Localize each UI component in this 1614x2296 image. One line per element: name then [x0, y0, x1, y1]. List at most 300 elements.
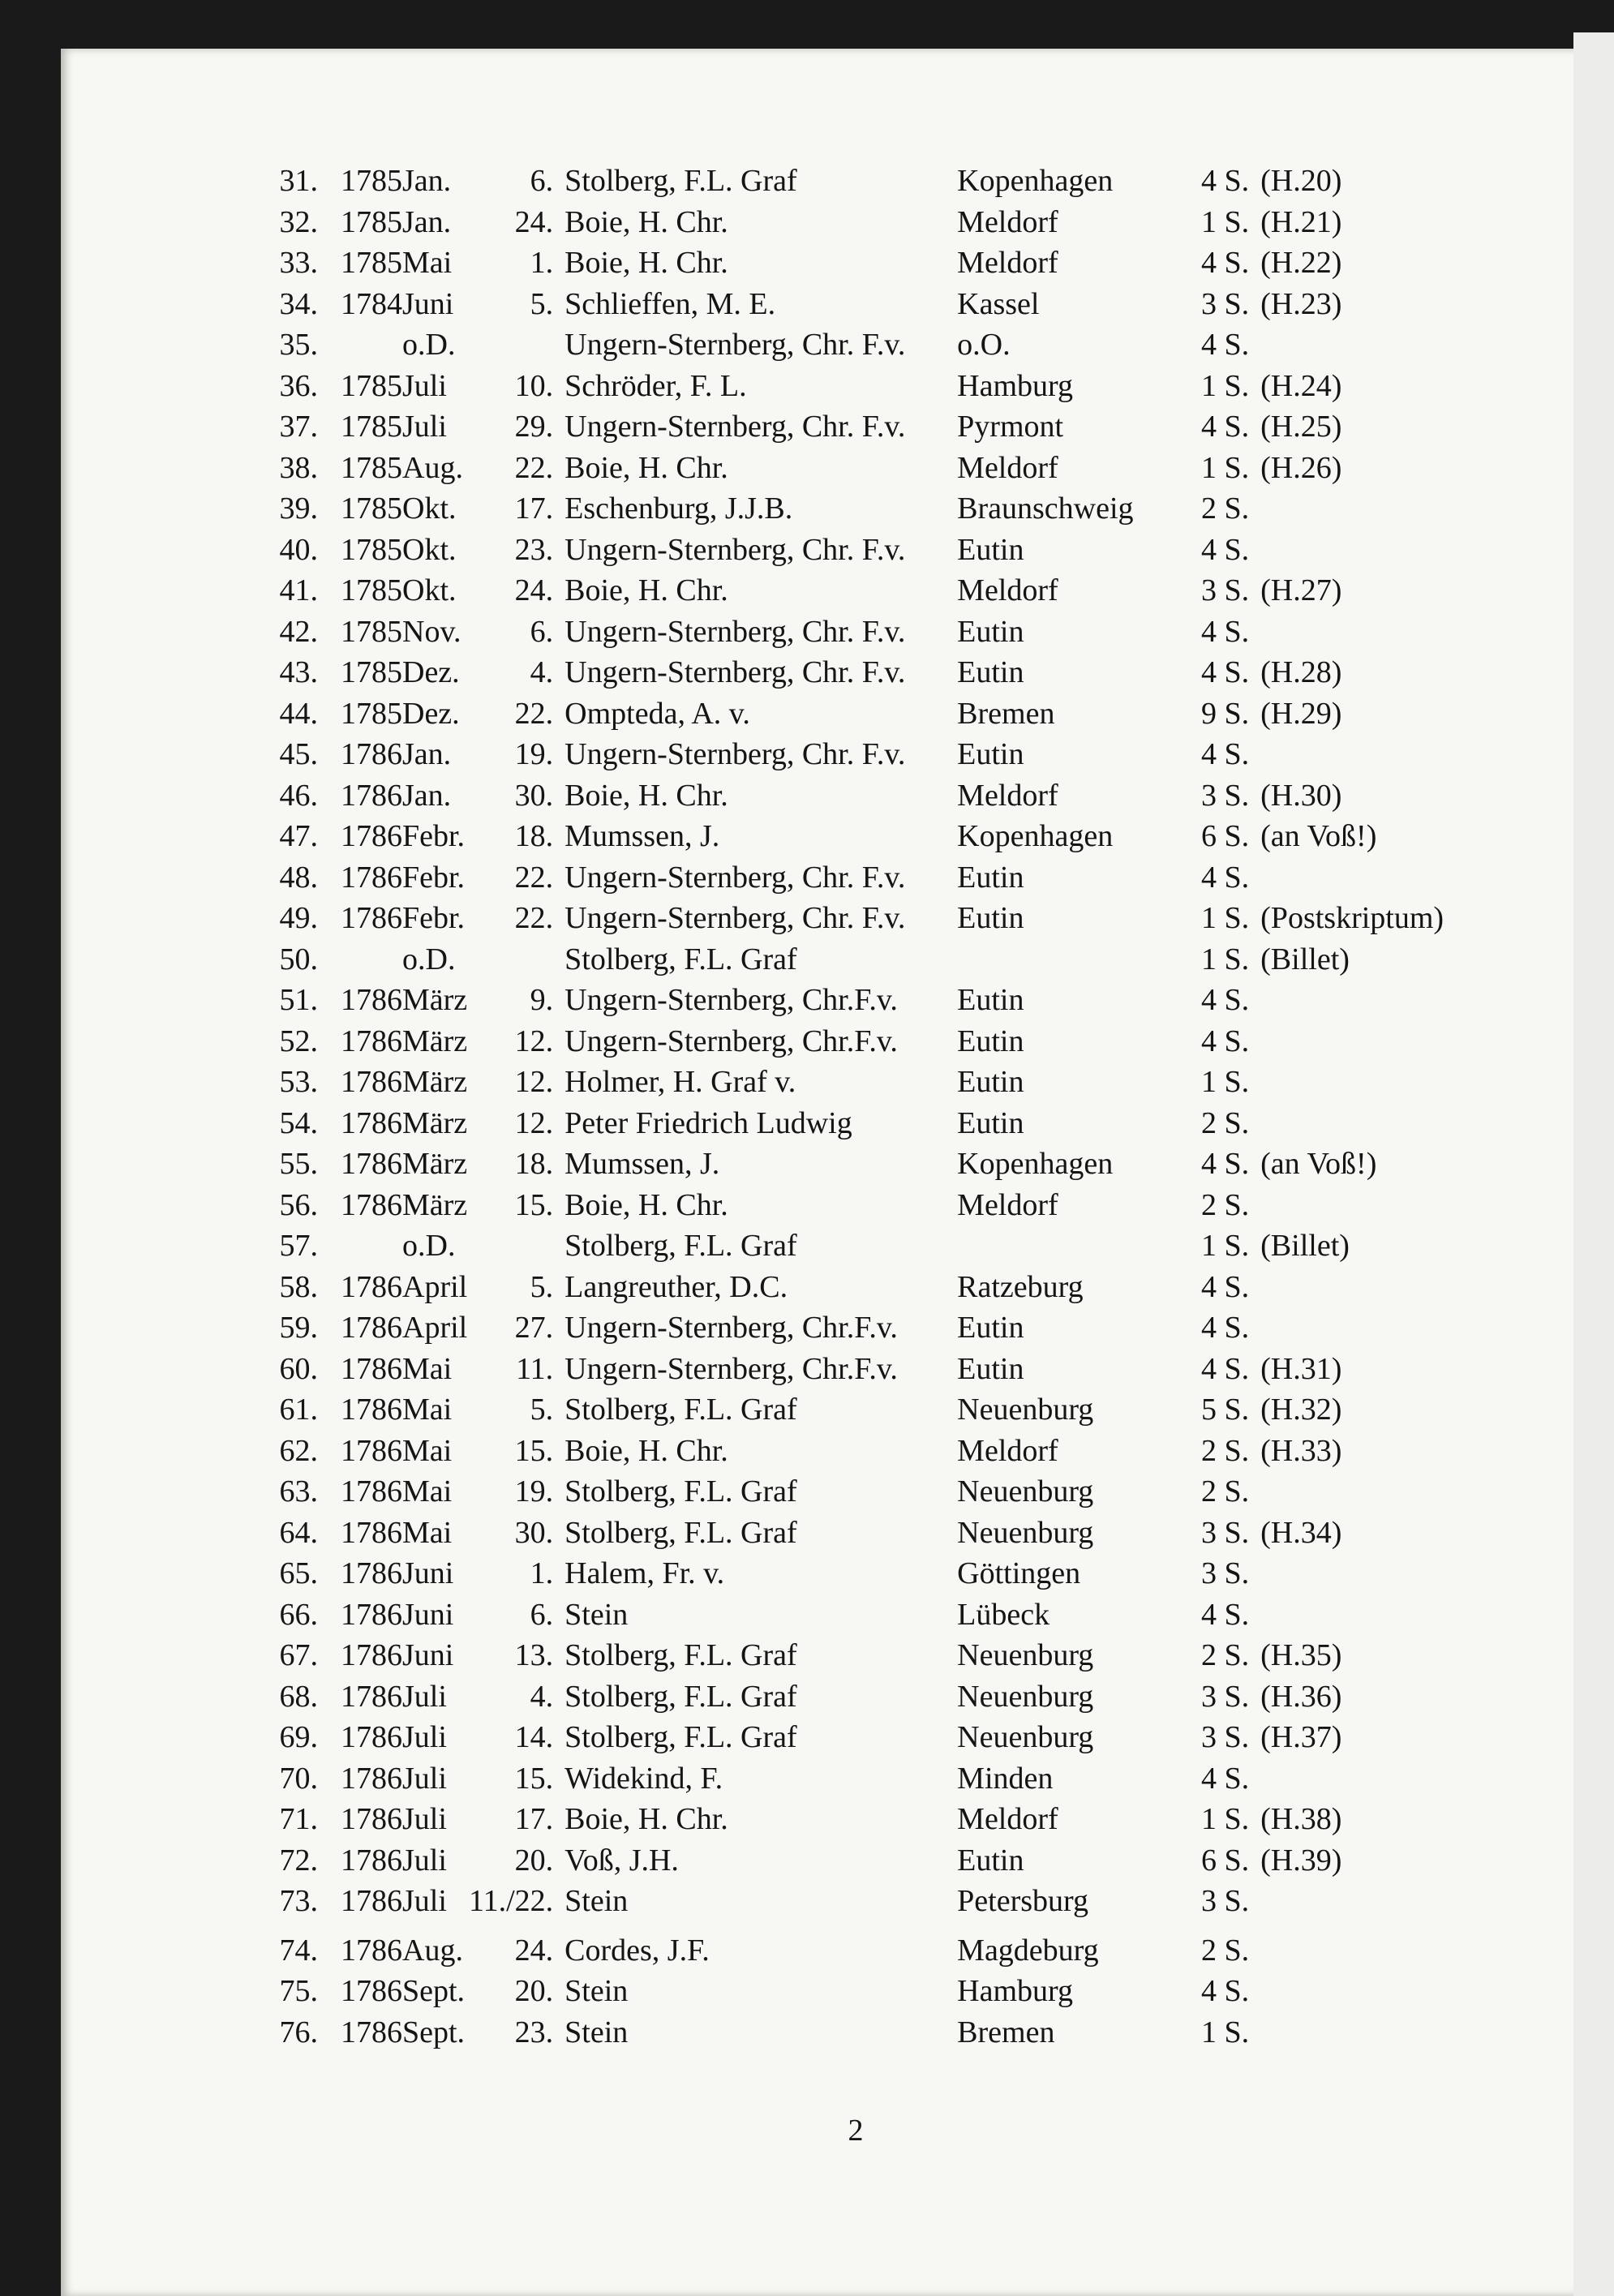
entry-correspondent: Mumssen, J. — [564, 1147, 720, 1182]
entry-place: Neuenburg — [957, 1393, 1094, 1427]
entry-number: 71. — [279, 1802, 318, 1837]
entry-number: 73. — [279, 1884, 318, 1919]
entry-number: 33. — [279, 246, 318, 281]
entry-correspondent: Halem, Fr. v. — [564, 1556, 725, 1591]
entry-month: Jan. — [402, 737, 452, 772]
entry-place: Lübeck — [957, 1597, 1050, 1632]
entry-note: (H.27) — [1260, 573, 1342, 608]
entry-pages: 5 S. — [1201, 1393, 1250, 1427]
entry-row — [243, 1513, 1479, 1554]
entry-place: Meldorf — [957, 1433, 1058, 1468]
entry-pages: 3 S. — [1201, 573, 1250, 608]
entry-day: 14. — [514, 1720, 554, 1755]
entry-day: 20. — [514, 1843, 554, 1878]
entry-day: 24. — [514, 204, 554, 239]
entry-pages: 4 S. — [1201, 1024, 1250, 1058]
entry-correspondent: Ungern-Sternberg, Chr.F.v. — [564, 1351, 898, 1386]
entry-number: 35. — [279, 328, 318, 363]
entry-pages: 3 S. — [1201, 1556, 1250, 1591]
entry-row — [243, 1267, 1479, 1308]
entry-month: Juni — [402, 286, 454, 321]
entry-year: 1785 — [341, 204, 402, 239]
entry-correspondent: Stolberg, F.L. Graf — [564, 942, 797, 976]
entry-row — [243, 488, 1479, 530]
entry-year — [318, 1225, 402, 1267]
entry-year: 1786 — [341, 1065, 402, 1100]
entry-place — [957, 1225, 1189, 1267]
entry-month: Aug. — [402, 1933, 463, 1968]
entry-year: 1786 — [341, 2015, 402, 2049]
entry-pages: 2 S. — [1201, 1105, 1250, 1140]
entry-number: 52. — [279, 1024, 318, 1058]
entry-pages: 4 S. — [1201, 1147, 1250, 1182]
entry-row — [243, 1635, 1479, 1676]
entry-note — [1260, 1021, 1479, 1062]
entry-correspondent: Voß, J.H. — [564, 1843, 679, 1878]
entry-day: 17. — [514, 1802, 554, 1837]
entry-place: Meldorf — [957, 204, 1058, 239]
entry-row — [243, 1144, 1479, 1185]
entry-note — [1260, 1922, 1479, 1972]
entry-row — [243, 1840, 1479, 1882]
entry-number: 68. — [279, 1679, 318, 1714]
entry-place: Petersburg — [957, 1884, 1088, 1919]
entry-day: 1. — [530, 1556, 554, 1591]
entry-month: Juni — [402, 1638, 454, 1673]
entry-month: Okt. — [402, 532, 457, 567]
entry-note — [1260, 1553, 1479, 1594]
entry-number: 60. — [279, 1351, 318, 1386]
entry-pages: 2 S. — [1201, 491, 1250, 526]
entry-day: 5. — [530, 1393, 554, 1427]
entry-number: 58. — [279, 1269, 318, 1304]
entry-month: Juni — [402, 1556, 454, 1591]
entry-year: 1785 — [341, 410, 402, 444]
entry-correspondent: Boie, H. Chr. — [564, 246, 728, 281]
entry-number: 40. — [279, 532, 318, 567]
entry-place: Hamburg — [957, 1974, 1073, 2009]
entry-month: Juli — [402, 368, 447, 403]
entry-pages: 4 S. — [1201, 614, 1250, 649]
entry-number: 34. — [279, 286, 318, 321]
entry-note: (H.31) — [1260, 1351, 1342, 1386]
entry-row — [243, 324, 1479, 366]
entry-day: 1. — [530, 246, 554, 281]
entry-correspondent: Mumssen, J. — [564, 819, 720, 854]
entry-month: Okt. — [402, 573, 457, 608]
entry-month: April — [402, 1311, 468, 1345]
entry-correspondent: Ungern-Sternberg, Chr.F.v. — [564, 1024, 898, 1058]
entry-pages: 4 S. — [1201, 860, 1250, 895]
entry-month: März — [402, 983, 468, 1018]
entry-place: Meldorf — [957, 246, 1058, 281]
entry-month: März — [402, 1147, 468, 1182]
entry-row — [243, 1307, 1479, 1349]
entry-year: 1786 — [341, 901, 402, 936]
entry-day: 11. — [516, 1351, 554, 1386]
entry-place: Eutin — [957, 614, 1024, 649]
entry-year: 1786 — [341, 1024, 402, 1058]
entry-day: 17. — [514, 491, 554, 526]
entry-number: 74. — [279, 1933, 318, 1968]
entry-place: Meldorf — [957, 450, 1058, 485]
entry-day: 5. — [530, 1269, 554, 1304]
entry-year: 1786 — [341, 1974, 402, 2009]
entry-day: 6. — [530, 614, 554, 649]
entry-month: Mai — [402, 1433, 453, 1468]
entry-number: 69. — [279, 1720, 318, 1755]
entry-row — [243, 570, 1479, 612]
entry-month: Nov. — [402, 614, 461, 649]
entry-day: 27. — [514, 1311, 554, 1345]
entry-row — [243, 366, 1479, 407]
entry-day: 15. — [514, 1433, 554, 1468]
entry-year: 1785 — [341, 368, 402, 403]
entry-place: Neuenburg — [957, 1679, 1094, 1714]
entry-correspondent: Ungern-Sternberg, Chr. F.v. — [564, 860, 906, 895]
entry-correspondent: Ungern-Sternberg, Chr. F.v. — [564, 328, 906, 363]
entry-correspondent: Boie, H. Chr. — [564, 573, 728, 608]
entry-number: 39. — [279, 491, 318, 526]
entry-pages: 4 S. — [1201, 655, 1250, 690]
entry-month: März — [402, 1105, 468, 1140]
entry-number: 61. — [279, 1393, 318, 1427]
entry-pages: 4 S. — [1201, 1311, 1250, 1345]
entry-place: Eutin — [957, 1351, 1024, 1386]
entry-correspondent: Schlieffen, M. E. — [564, 286, 776, 321]
entry-pages: 3 S. — [1201, 1720, 1250, 1755]
entry-year: 1785 — [341, 491, 402, 526]
entry-year: 1786 — [341, 1933, 402, 1968]
entry-pages: 4 S. — [1201, 1761, 1250, 1796]
entry-number: 75. — [279, 1974, 318, 2009]
entry-number: 47. — [279, 819, 318, 854]
entry-month: o.D. — [402, 942, 456, 976]
entry-correspondent: Cordes, J.F. — [564, 1933, 710, 1968]
entry-pages: 4 S. — [1201, 1269, 1250, 1304]
entry-note: (H.30) — [1260, 778, 1342, 813]
entry-year: 1786 — [341, 983, 402, 1018]
entry-place: Kopenhagen — [957, 164, 1114, 199]
entry-year: 1786 — [341, 1351, 402, 1386]
entry-day: 4. — [530, 655, 554, 690]
entry-note — [1260, 1471, 1479, 1513]
entry-place: Eutin — [957, 737, 1024, 772]
entry-note — [1260, 488, 1479, 530]
entry-correspondent: Stolberg, F.L. Graf — [564, 1515, 797, 1550]
entry-pages: 1 S. — [1201, 204, 1250, 239]
entry-month: Juli — [402, 1720, 447, 1755]
entry-pages: 4 S. — [1201, 1597, 1250, 1632]
entry-row — [243, 857, 1479, 899]
entry-note — [1260, 980, 1479, 1021]
entry-note: (H.28) — [1260, 655, 1342, 690]
entry-place: Eutin — [957, 532, 1024, 567]
entry-day: 12. — [514, 1105, 554, 1140]
entry-month: Febr. — [402, 819, 466, 854]
page-number: 2 — [848, 2114, 864, 2148]
entry-row — [243, 1553, 1479, 1594]
entry-day: 13. — [514, 1638, 554, 1673]
entry-number: 36. — [279, 368, 318, 403]
entry-row — [243, 775, 1479, 817]
entry-year: 1786 — [341, 1187, 402, 1222]
entry-note — [1260, 1881, 1479, 1922]
entry-place: Hamburg — [957, 368, 1073, 403]
entry-row — [243, 898, 1479, 939]
entry-note: (H.35) — [1260, 1638, 1342, 1673]
entry-day: 10. — [514, 368, 554, 403]
entry-pages: 9 S. — [1201, 696, 1250, 731]
entry-row — [243, 1225, 1479, 1267]
entry-pages: 6 S. — [1201, 819, 1250, 854]
entry-year: 1785 — [341, 573, 402, 608]
entry-month: Dez. — [402, 655, 460, 690]
entry-row — [243, 1021, 1479, 1062]
entry-day: 15. — [514, 1761, 554, 1796]
entry-month: Juni — [402, 1597, 454, 1632]
entry-note — [1260, 612, 1479, 653]
entry-place: Kopenhagen — [957, 1147, 1114, 1182]
entry-number: 62. — [279, 1433, 318, 1468]
entry-row — [243, 202, 1479, 243]
entry-place: Eutin — [957, 860, 1024, 895]
entry-correspondent: Stolberg, F.L. Graf — [564, 164, 797, 199]
entry-correspondent: Boie, H. Chr. — [564, 1187, 728, 1222]
entry-place: o.O. — [957, 328, 1011, 363]
entry-year: 1786 — [341, 737, 402, 772]
entry-year: 1785 — [341, 164, 402, 199]
entry-day: 18. — [514, 1147, 554, 1182]
entry-note — [1260, 1758, 1479, 1800]
entry-pages: 3 S. — [1201, 286, 1250, 321]
entry-number: 66. — [279, 1597, 318, 1632]
entry-correspondent: Langreuther, D.C. — [564, 1269, 788, 1304]
entry-pages: 4 S. — [1201, 328, 1250, 363]
entry-note: (Billet) — [1260, 942, 1350, 976]
entry-row — [243, 939, 1479, 981]
entry-place: Braunschweig — [957, 491, 1134, 526]
entry-month: o.D. — [402, 328, 456, 363]
entry-year: 1786 — [341, 1269, 402, 1304]
entry-day: 19. — [514, 1474, 554, 1509]
entry-month: Juli — [402, 1884, 447, 1919]
entry-note — [1260, 530, 1479, 571]
entry-pages: 2 S. — [1201, 1187, 1250, 1222]
entry-place: Meldorf — [957, 1802, 1058, 1837]
entry-day: 6. — [530, 1597, 554, 1632]
entry-note — [1260, 1594, 1479, 1636]
entry-month: März — [402, 1065, 468, 1100]
entry-year: 1786 — [341, 1597, 402, 1632]
entry-month: Mai — [402, 1393, 453, 1427]
entry-note: (H.29) — [1260, 696, 1342, 731]
entry-month: Aug. — [402, 450, 463, 485]
entry-pages: 3 S. — [1201, 1679, 1250, 1714]
entry-correspondent: Ungern-Sternberg, Chr. F.v. — [564, 655, 906, 690]
entry-place — [957, 939, 1189, 981]
entry-correspondent: Widekind, F. — [564, 1761, 723, 1796]
entry-day: 19. — [514, 737, 554, 772]
entry-note: (an Voß!) — [1260, 1147, 1377, 1182]
entry-number: 72. — [279, 1843, 318, 1878]
entry-note: (H.37) — [1260, 1720, 1342, 1755]
entry-year: 1786 — [341, 1638, 402, 1673]
entry-pages: 4 S. — [1201, 246, 1250, 281]
entry-correspondent: Ompteda, A. v. — [564, 696, 750, 731]
entry-number: 45. — [279, 737, 318, 772]
entry-day: 6. — [530, 164, 554, 199]
entry-number: 59. — [279, 1311, 318, 1345]
entry-month: Juli — [402, 1843, 447, 1878]
entry-pages: 2 S. — [1201, 1638, 1250, 1673]
entry-place: Eutin — [957, 1024, 1024, 1058]
entry-day: 9. — [530, 983, 554, 1018]
entry-row — [243, 448, 1479, 489]
entry-day: 29. — [514, 410, 554, 444]
entry-number: 49. — [279, 901, 318, 936]
entry-note — [1260, 1062, 1479, 1103]
entry-correspondent: Ungern-Sternberg, Chr.F.v. — [564, 1311, 898, 1345]
entry-pages: 1 S. — [1201, 2015, 1250, 2049]
entry-month: Juli — [402, 1679, 447, 1714]
entry-month: Okt. — [402, 491, 457, 526]
entry-year: 1786 — [341, 860, 402, 895]
entry-pages: 2 S. — [1201, 1933, 1250, 1968]
entry-year — [318, 324, 402, 366]
entry-pages: 1 S. — [1201, 1229, 1250, 1264]
entry-row — [243, 816, 1479, 857]
entry-month: Mai — [402, 1515, 453, 1550]
entry-row — [243, 1349, 1479, 1390]
entry-number: 63. — [279, 1474, 318, 1509]
entry-correspondent: Holmer, H. Graf v. — [564, 1065, 796, 1100]
entry-number: 42. — [279, 614, 318, 649]
entry-day — [469, 1225, 553, 1267]
entry-row — [243, 1431, 1479, 1472]
entry-note — [1260, 1267, 1479, 1308]
entry-correspondent: Peter Friedrich Ludwig — [564, 1105, 852, 1140]
entry-pages: 1 S. — [1201, 901, 1250, 936]
entry-row — [243, 612, 1479, 653]
entry-number: 48. — [279, 860, 318, 895]
entry-pages: 3 S. — [1201, 1515, 1250, 1550]
entry-place: Bremen — [957, 696, 1055, 731]
entry-note: (H.26) — [1260, 450, 1342, 485]
entry-number: 44. — [279, 696, 318, 731]
entry-pages: 4 S. — [1201, 410, 1250, 444]
entry-row — [243, 734, 1479, 775]
entry-row — [243, 1389, 1479, 1431]
entry-place: Göttingen — [957, 1556, 1081, 1591]
entry-year: 1786 — [341, 1761, 402, 1796]
entry-month: Febr. — [402, 860, 466, 895]
entry-year: 1786 — [341, 1679, 402, 1714]
entry-year: 1786 — [341, 1147, 402, 1182]
entry-year — [318, 939, 402, 981]
entry-year: 1786 — [341, 1843, 402, 1878]
entry-month: Sept. — [402, 2015, 466, 2049]
entry-day: 5. — [530, 286, 554, 321]
entry-row — [243, 1799, 1479, 1840]
entry-day: 12. — [514, 1024, 554, 1058]
entry-correspondent: Stein — [564, 1974, 629, 2009]
entry-row — [243, 1922, 1479, 1972]
entry-pages: 4 S. — [1201, 164, 1250, 199]
entry-day: 23. — [514, 532, 554, 567]
entry-row — [243, 406, 1479, 448]
entry-number: 54. — [279, 1105, 318, 1140]
entry-year: 1786 — [341, 1311, 402, 1345]
entry-note: (H.33) — [1260, 1433, 1342, 1468]
entry-day: 22. — [514, 901, 554, 936]
entry-row — [243, 1881, 1479, 1922]
entry-day: 4. — [530, 1679, 554, 1714]
entry-number: 46. — [279, 778, 318, 813]
entry-year: 1786 — [341, 1802, 402, 1837]
entry-day: 12. — [514, 1065, 554, 1100]
entry-row — [243, 1103, 1479, 1144]
entry-number: 76. — [279, 2015, 318, 2049]
entry-place: Magdeburg — [957, 1933, 1099, 1968]
entry-correspondent: Ungern-Sternberg, Chr. F.v. — [564, 532, 906, 567]
entry-note: (H.32) — [1260, 1393, 1342, 1427]
entry-note — [1260, 1185, 1479, 1226]
entry-month: Juli — [402, 410, 447, 444]
entry-correspondent: Stolberg, F.L. Graf — [564, 1229, 797, 1264]
entry-correspondent: Stein — [564, 1884, 629, 1919]
entry-note — [1260, 1971, 1479, 2012]
entry-month: Mai — [402, 1474, 453, 1509]
entry-place: Ratzeburg — [957, 1269, 1084, 1304]
entry-note: (Postskriptum) — [1260, 901, 1444, 936]
entry-row — [243, 652, 1479, 693]
entry-day — [469, 939, 553, 981]
entry-row — [243, 284, 1479, 325]
entry-place: Neuenburg — [957, 1474, 1094, 1509]
entry-pages: 3 S. — [1201, 778, 1250, 813]
entry-row — [243, 693, 1479, 735]
entry-number: 53. — [279, 1065, 318, 1100]
entry-month: Juli — [402, 1761, 447, 1796]
entry-correspondent: Boie, H. Chr. — [564, 778, 728, 813]
entry-note: (H.39) — [1260, 1843, 1342, 1878]
entry-day: 23. — [514, 2015, 554, 2049]
entry-year: 1786 — [341, 1556, 402, 1591]
entry-number: 67. — [279, 1638, 318, 1673]
entry-pages: 4 S. — [1201, 737, 1250, 772]
entry-correspondent: Ungern-Sternberg, Chr.F.v. — [564, 983, 898, 1018]
entry-pages: 4 S. — [1201, 1974, 1250, 2009]
entry-month: März — [402, 1187, 468, 1222]
entry-number: 55. — [279, 1147, 318, 1182]
entry-note — [1260, 324, 1479, 366]
entry-note: (H.36) — [1260, 1679, 1342, 1714]
entry-note: (an Voß!) — [1260, 819, 1377, 854]
entry-day: 30. — [514, 1515, 554, 1550]
entry-row — [243, 2012, 1479, 2054]
entry-pages: 4 S. — [1201, 1351, 1250, 1386]
entry-year: 1786 — [341, 1433, 402, 1468]
entry-number: 31. — [279, 164, 318, 199]
entry-year: 1785 — [341, 614, 402, 649]
entry-correspondent: Schröder, F. L. — [564, 368, 747, 403]
entry-year: 1785 — [341, 655, 402, 690]
entry-place: Eutin — [957, 1065, 1024, 1100]
entry-place: Kopenhagen — [957, 819, 1114, 854]
entry-note — [1260, 2012, 1479, 2054]
entry-day: 18. — [514, 819, 554, 854]
